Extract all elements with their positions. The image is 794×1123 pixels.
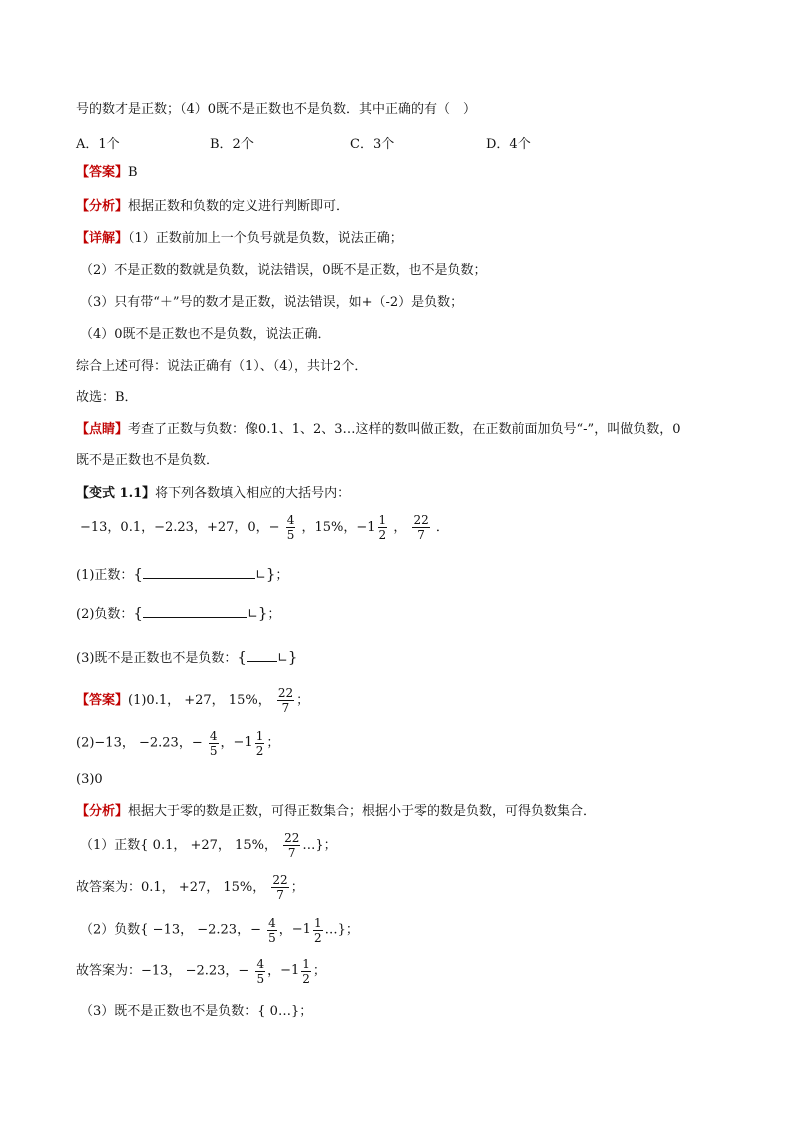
fraction-4-5 <box>267 916 277 945</box>
frac-den: 7 <box>417 528 425 542</box>
analysis-text: 根据大于零的数是正数，可得正数集合；根据小于零的数是负数，可得负数集合． <box>128 804 597 819</box>
mixed-number <box>280 955 313 987</box>
prompt-positive-label: (1)正数： <box>76 568 134 583</box>
frac-den: 7 <box>281 701 290 715</box>
analysis-2 <box>76 803 596 821</box>
variant-text: 将下列各数填入相应的大括号内： <box>155 486 351 501</box>
analysis-1 <box>76 198 349 216</box>
option-b: B．2个 <box>210 137 254 152</box>
detail-tag: 【详解】 <box>76 231 129 246</box>
comma: ， <box>278 922 292 938</box>
brace-close: } <box>287 648 298 666</box>
frac-den: 5 <box>256 971 265 986</box>
fraction-4-5 <box>255 957 265 986</box>
comment-line-1 <box>76 421 680 439</box>
fraction-4-5 <box>286 513 296 542</box>
detail-line-6: 故选：B． <box>76 390 138 405</box>
mixed-number <box>234 727 267 759</box>
frac-den: 5 <box>286 528 295 542</box>
frac-num: 22 <box>277 686 294 700</box>
prompt-positive <box>76 565 288 585</box>
analysis-text: 根据正数和负数的定义进行判断即可． <box>128 199 350 214</box>
comma: ， <box>267 963 281 979</box>
solution-line-4 <box>76 955 326 988</box>
numbers-end: ． <box>435 520 449 535</box>
option-c: C．3个 <box>350 137 395 152</box>
brace-open: { <box>133 604 143 622</box>
frac-num: 1 <box>313 915 322 930</box>
frac-num: 4 <box>286 513 295 527</box>
fraction-22-7 <box>412 513 429 542</box>
semicolon: ； <box>275 568 289 583</box>
detail-text: （1）正数前加上一个负号就是负数，说法正确； <box>128 231 403 246</box>
frac-num: 22 <box>413 513 429 527</box>
variant-title <box>76 485 350 503</box>
whole-part: −1 <box>291 922 311 937</box>
prompt-negative <box>76 604 280 624</box>
frac-den: 5 <box>209 743 218 758</box>
frac-den: 5 <box>268 930 276 945</box>
frac-den: 7 <box>287 846 296 860</box>
answer-text: (1)0.1， +27， 15%， <box>128 693 271 708</box>
number-list <box>80 512 449 544</box>
prompt-neither-label: (3)既不是正数也不是负数： <box>76 651 238 666</box>
detail-line-4: （4）0既不是正数也不是负数，说法正确． <box>80 327 331 342</box>
brace-mark: ∟ <box>246 607 258 622</box>
brace-open: { <box>237 648 247 666</box>
comment-line-2: 既不是正数也不是负数． <box>76 453 220 468</box>
answer-2-line-3: (3)0 <box>76 772 103 787</box>
frac-den: 7 <box>276 888 284 902</box>
answer-2-line-1 <box>76 685 309 717</box>
solution-text: （2）负数{ −13， −2.23，− <box>80 922 261 938</box>
answer-text: (2)−13， −2.23，− <box>76 735 203 751</box>
semicolon: ； <box>267 607 281 622</box>
fraction-22-7 <box>277 686 294 715</box>
frac-den: 2 <box>255 743 264 758</box>
comment-tag: 【点睛】 <box>76 422 129 437</box>
comma: ， <box>220 735 234 751</box>
solution-text: 故答案为：−13， −2.23，− <box>76 963 250 979</box>
semicolon: ； <box>266 735 280 751</box>
frac-num: 22 <box>272 873 288 887</box>
numbers-part-a: −13，0.1，−2.23，+27，0，− <box>80 520 280 535</box>
option-d: D．4个 <box>486 137 531 152</box>
fraction-4-5 <box>209 729 219 758</box>
detail-line-2: （2）不是正数的数就是负数，说法错误，0既不是正数，也不是负数； <box>80 263 487 278</box>
fraction-22-7 <box>271 873 288 902</box>
comment-text: 考查了正数与负数：像0.1、1、2、3…这样的数叫做正数，在正数前面加负号“-”，叫做负数，0 <box>128 422 681 437</box>
detail-line-1 <box>76 230 403 248</box>
whole-part: −1 <box>233 735 253 750</box>
question-tail: 号的数才是正数；（4）0既不是正数也不是负数．其中正确的有（ ） <box>76 102 477 117</box>
solution-end: …}； <box>302 838 337 853</box>
answer-2-line-2 <box>76 727 279 760</box>
frac-den: 2 <box>302 971 310 986</box>
solution-line-5: （3）既不是正数也不是负数：{ 0…}； <box>80 1004 313 1019</box>
solution-text: （1）正数{ 0.1， +27， 15%， <box>80 838 277 853</box>
mixed-number <box>292 914 325 946</box>
prompt-negative-label: (2)负数： <box>76 607 134 622</box>
detail-line-3: （3）只有带“＋”号的数才是正数，说法错误，如+（-2）是负数； <box>80 295 464 310</box>
analysis-tag: 【分析】 <box>76 804 129 819</box>
frac-den: 2 <box>313 930 322 945</box>
answer-1 <box>76 164 138 182</box>
solution-text: 故答案为：0.1， +27， 15%， <box>76 880 266 895</box>
option-a: A．1个 <box>76 137 120 152</box>
analysis-tag: 【分析】 <box>76 199 129 214</box>
prompt-neither <box>76 648 297 668</box>
frac-den: 2 <box>378 528 387 542</box>
frac-num: 1 <box>378 513 387 527</box>
brace-close: } <box>265 565 276 583</box>
solution-end: …}； <box>324 922 359 938</box>
blank-neither[interactable] <box>247 649 277 662</box>
solution-line-1 <box>80 830 337 862</box>
fraction-1-2 <box>255 729 265 758</box>
semicolon: ； <box>312 963 326 979</box>
numbers-part-b: ，15%，−1 <box>301 520 376 535</box>
answer-tag: 【答案】 <box>76 693 129 708</box>
frac-num: 4 <box>256 956 265 971</box>
frac-num: 1 <box>302 956 310 971</box>
brace-close: } <box>257 604 268 622</box>
answer-text: B <box>128 165 138 180</box>
fraction-1-2 <box>301 957 311 986</box>
frac-num: 4 <box>268 915 276 930</box>
frac-num: 4 <box>209 728 218 743</box>
answer-tag: 【答案】 <box>76 165 129 180</box>
blank-negative[interactable] <box>143 605 247 618</box>
solution-line-2 <box>76 872 304 904</box>
fraction-1-2 <box>378 513 388 542</box>
fraction-1-2 <box>313 916 323 945</box>
brace-open: { <box>133 565 143 583</box>
semicolon: ； <box>290 880 304 895</box>
solution-line-3 <box>80 914 359 947</box>
frac-num: 22 <box>284 831 300 845</box>
brace-mark: ∟ <box>276 651 288 666</box>
numbers-part-c: ， <box>393 520 407 535</box>
fraction-22-7 <box>283 831 300 860</box>
brace-mark: ∟ <box>254 568 266 583</box>
semicolon: ； <box>296 693 310 708</box>
frac-num: 1 <box>255 728 264 743</box>
blank-positive[interactable] <box>143 566 255 579</box>
whole-part: −1 <box>280 963 300 978</box>
detail-line-5: 综合上述可得：说法正确有（1）、（4），共计2个． <box>76 359 368 374</box>
variant-tag: 【变式 1.1】 <box>76 486 156 501</box>
